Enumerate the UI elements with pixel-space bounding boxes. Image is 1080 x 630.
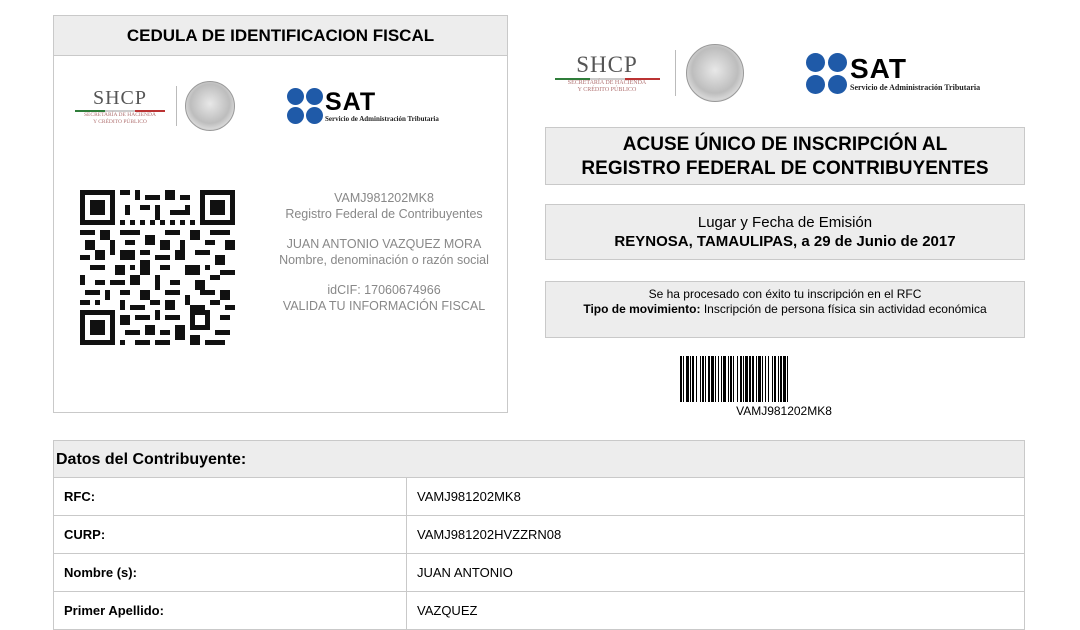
table-row <box>54 478 1024 516</box>
row-value: JUAN ANTONIO <box>417 565 513 580</box>
acuse-logos <box>553 42 980 104</box>
cedula-logos <box>72 78 439 134</box>
cedula-valida: VALIDA TU INFORMACIÓN FISCAL <box>282 299 486 313</box>
cedula-idcif: idCIF: 17060674966 <box>327 283 441 297</box>
cedula-rfc-caption: Registro Federal de Contribuyentes <box>285 207 483 221</box>
row-label: Nombre (s): <box>54 554 407 591</box>
sat-logo: SAT Servicio de Administración Tributaria <box>806 53 980 94</box>
table-row <box>54 592 1024 630</box>
cedula-name-caption: Nombre, denominación o razón social <box>279 253 489 267</box>
cedula-rfc: VAMJ981202MK8 <box>334 191 434 205</box>
row-value: VAZQUEZ <box>417 603 478 618</box>
acuse-title: ACUSE ÚNICO DE INSCRIPCIÓN AL REGISTRO FEDERAL DE CONTRIBUYENTES <box>545 127 1025 185</box>
national-seal-icon <box>185 81 235 131</box>
logo-divider <box>675 50 676 96</box>
process-line: Se ha procesado con éxito tu inscripción en el RFC <box>648 287 922 301</box>
qr-code-icon <box>80 190 235 345</box>
row-value: VAMJ981202MK8 <box>417 489 521 504</box>
row-label: CURP: <box>54 516 407 553</box>
shcp-logo: SHCP SECRETARÍA DE HACIENDA Y CRÉDITO PÚBLICO <box>553 52 661 93</box>
taxpayer-data-title: Datos del Contribuyente: <box>54 441 1024 478</box>
emission-place-date <box>545 204 1025 260</box>
sat-dots-icon <box>806 53 847 94</box>
barcode-icon <box>680 356 888 402</box>
shcp-logo: SHCP SECRETARÍA DE HACIENDA Y CRÉDITO PÚBLICO <box>72 87 168 124</box>
emission-label: Lugar y Fecha de Emisión <box>697 214 873 231</box>
cedula-title: CEDULA DE IDENTIFICACION FISCAL <box>54 16 507 56</box>
sat-dots-icon <box>287 88 323 124</box>
emission-value: REYNOSA, TAMAULIPAS, a 29 de Junio de 2017 <box>614 233 956 250</box>
movement-type: Tipo de movimiento: Inscripción de persona física sin actividad económica <box>583 302 987 316</box>
table-row <box>54 554 1024 592</box>
table-row <box>54 516 1024 554</box>
sat-logo: SAT Servicio de Administración Tributaria <box>287 88 439 124</box>
cedula-name: JUAN ANTONIO VAZQUEZ MORA <box>286 237 482 251</box>
process-notice <box>545 281 1025 338</box>
row-label: RFC: <box>54 478 407 515</box>
row-label: Primer Apellido: <box>54 592 407 629</box>
barcode-label: VAMJ981202MK8 <box>736 404 832 418</box>
national-seal-icon <box>686 44 744 102</box>
logo-divider <box>176 86 177 126</box>
taxpayer-data-table <box>53 440 1025 630</box>
row-value: VAMJ981202HVZZRN08 <box>417 527 562 542</box>
cedula-info <box>268 190 500 314</box>
